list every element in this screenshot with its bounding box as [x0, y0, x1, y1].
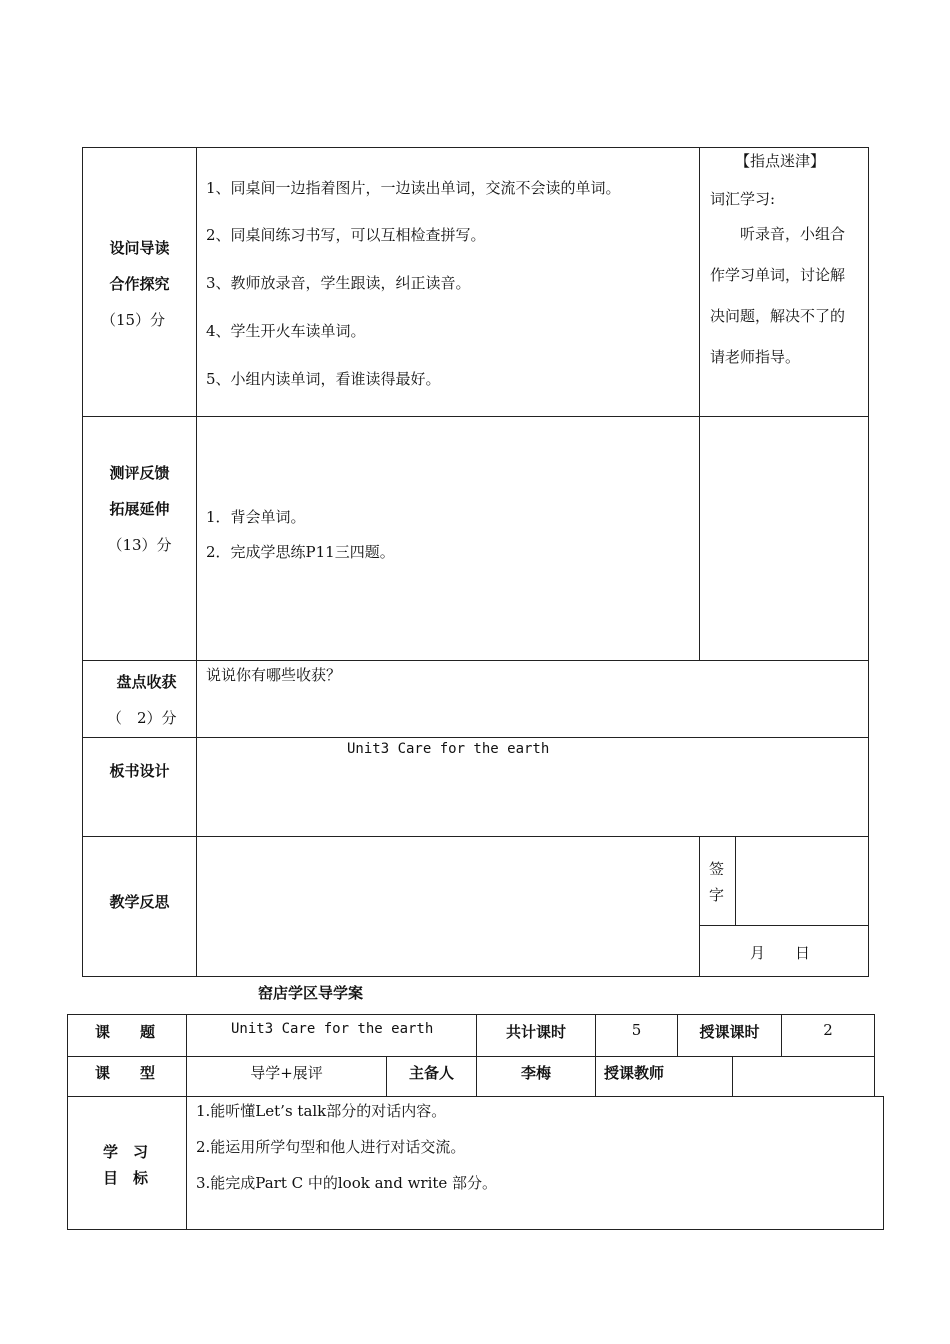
- document-heading: 窑店学区导学案: [258, 984, 364, 1002]
- goal-item: 3.能完成Part C 中的look and write 部分。: [196, 1174, 498, 1192]
- activity-item: 4、学生开火车读单词。: [206, 322, 366, 340]
- row-time: （13）分: [107, 536, 172, 554]
- table-border: [82, 147, 869, 148]
- type-label: 课 型: [95, 1064, 156, 1082]
- table-border: [82, 416, 869, 417]
- table-border: [699, 836, 700, 977]
- row-label-guided-reading: 设问导读: [109, 239, 170, 257]
- signature-label: 签: [709, 860, 725, 878]
- tip-line: 请老师指导。: [710, 348, 801, 366]
- teach-hours-label: 授课课时: [699, 1023, 760, 1041]
- row-label-summary: 盘点收获: [116, 673, 177, 691]
- summary-prompt: 说说你有哪些收获？: [206, 666, 342, 684]
- goals-label: 目 标: [103, 1169, 149, 1187]
- homework-item: 2．完成学思练P11三四题。: [206, 543, 395, 561]
- table-border: [82, 660, 869, 661]
- preparer-label: 主备人: [408, 1064, 454, 1082]
- activity-item: 2、同桌间练习书写，可以互相检查拼写。: [206, 226, 486, 244]
- tip-line: 作学习单词，讨论解: [710, 266, 846, 284]
- row-time: （15）分: [100, 311, 166, 329]
- preparer-value: 李梅: [520, 1064, 551, 1082]
- table-border: [699, 147, 700, 661]
- activity-item: 1、同桌间一边指着图片，一边读出单词，交流不会读的单词。: [206, 179, 621, 197]
- table-border: [186, 1014, 187, 1230]
- table-border: [883, 1096, 884, 1230]
- table-border: [82, 737, 869, 738]
- tip-title: 【指点迷津】: [735, 152, 826, 170]
- table-border: [67, 1014, 68, 1230]
- row-time: （ 2）分: [107, 709, 177, 727]
- topic-label: 课 题: [95, 1023, 156, 1041]
- row-label-board-design: 板书设计: [109, 762, 170, 780]
- teacher-label: 授课教师: [604, 1064, 665, 1082]
- table-border: [82, 836, 869, 837]
- table-border: [67, 1014, 875, 1015]
- teach-hours-value: 2: [823, 1021, 833, 1039]
- row-label-cooperative-inquiry: 合作探究: [109, 275, 170, 293]
- row-label-extension: 拓展延伸: [109, 500, 170, 518]
- homework-item: 1．背会单词。: [206, 508, 306, 526]
- type-value: 导学+展评: [250, 1064, 323, 1082]
- row-label-teaching-reflection: 教学反思: [109, 893, 170, 911]
- table-border: [732, 1056, 733, 1097]
- table-border: [67, 1056, 875, 1057]
- table-border: [874, 1014, 875, 1097]
- tip-line: 词汇学习:: [710, 190, 776, 208]
- table-border: [868, 147, 869, 977]
- activity-item: 3、教师放录音，学生跟读，纠正读音。: [206, 274, 471, 292]
- table-border: [82, 147, 83, 977]
- signature-label: 字: [709, 886, 725, 904]
- goal-item: 2.能运用所学句型和他人进行对话交流。: [196, 1138, 466, 1156]
- table-border: [82, 976, 869, 977]
- tip-line: 决问题，解决不了的: [710, 307, 846, 325]
- tip-line: 听录音，小组合: [710, 225, 846, 243]
- date-label: 月 日: [750, 944, 811, 962]
- table-border: [735, 836, 736, 926]
- table-border: [196, 147, 197, 977]
- table-border: [700, 925, 869, 926]
- goals-label: 学 习: [103, 1143, 149, 1161]
- board-design-content: Unit3 Care for the earth: [347, 741, 550, 757]
- total-hours-value: 5: [631, 1021, 642, 1039]
- total-hours-label: 共计课时: [505, 1023, 566, 1041]
- row-label-evaluation: 测评反馈: [109, 464, 170, 482]
- topic-value: Unit3 Care for the earth: [231, 1021, 434, 1037]
- activity-item: 5、小组内读单词，看谁读得最好。: [206, 370, 441, 388]
- table-border: [67, 1229, 884, 1230]
- goal-item: 1.能听懂Let’s talk部分的对话内容。: [196, 1102, 447, 1120]
